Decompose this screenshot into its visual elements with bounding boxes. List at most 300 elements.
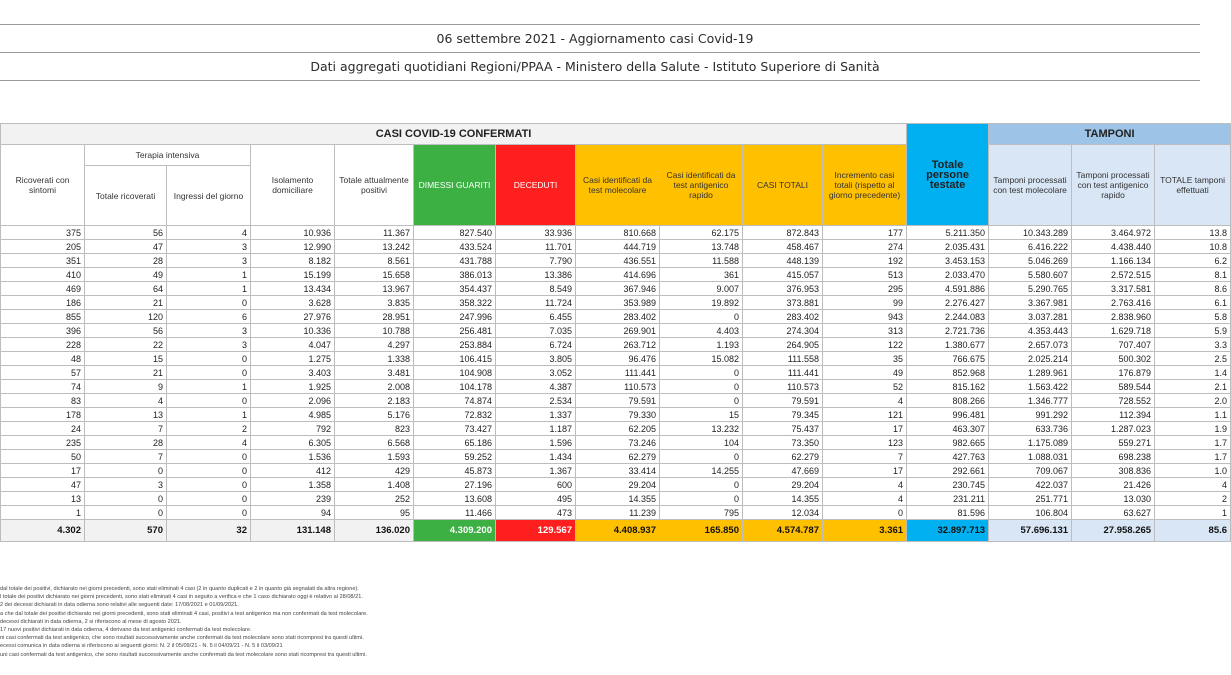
table-cell: 3 — [85, 478, 167, 492]
table-cell: 28 — [85, 436, 167, 450]
table-cell: 96.476 — [576, 352, 660, 366]
table-cell: 13.232 — [660, 422, 743, 436]
table-cell: 94 — [251, 506, 335, 520]
table-cell: 1.187 — [496, 422, 576, 436]
total-cell: 4.302 — [1, 520, 85, 542]
table-cell: 252 — [335, 492, 414, 506]
table-cell: 28.951 — [335, 310, 414, 324]
table-row — [1, 436, 1231, 450]
table-cell: 1.166.134 — [1072, 254, 1155, 268]
table-cell: 0 — [660, 394, 743, 408]
table-cell: 808.266 — [907, 394, 989, 408]
table-cell: 4.387 — [496, 380, 576, 394]
table-cell: 0 — [167, 464, 251, 478]
table-cell: 13.748 — [660, 240, 743, 254]
table-cell: 361 — [660, 268, 743, 282]
table-cell: 104 — [660, 436, 743, 450]
table-cell: 295 — [823, 282, 907, 296]
table-cell: 11.367 — [335, 226, 414, 240]
table-cell: 65.186 — [414, 436, 496, 450]
table-cell: 6.455 — [496, 310, 576, 324]
table-row — [1, 240, 1231, 254]
table-cell: 3.835 — [335, 296, 414, 310]
totals-row — [1, 520, 1231, 542]
table-cell: 982.665 — [907, 436, 989, 450]
table-row — [1, 492, 1231, 506]
table-cell: 15 — [660, 408, 743, 422]
table-cell: 313 — [823, 324, 907, 338]
group-terapia-intensiva: Terapia intensiva — [85, 145, 251, 166]
table-cell: 1.289.961 — [989, 366, 1072, 380]
table-cell: 9.007 — [660, 282, 743, 296]
table-cell: 1.629.718 — [1072, 324, 1155, 338]
table-cell: 230.745 — [907, 478, 989, 492]
footnote-line: 17 nuovi positivi dichiarati in data odierna, 4 derivano da test antigenici confermati da test molecolare. — [0, 627, 252, 634]
covid-table — [0, 123, 1231, 542]
table-cell: 855 — [1, 310, 85, 324]
table-cell: 353.989 — [576, 296, 660, 310]
table-cell: 1.287.023 — [1072, 422, 1155, 436]
table-cell: 469 — [1, 282, 85, 296]
table-cell: 709.067 — [989, 464, 1072, 478]
table-cell: 2.5 — [1155, 352, 1231, 366]
table-cell: 0 — [167, 506, 251, 520]
table-cell: 176.879 — [1072, 366, 1155, 380]
table-cell: 1.275 — [251, 352, 335, 366]
table-cell: 5.8 — [1155, 310, 1231, 324]
col-header-6: DECEDUTI — [496, 145, 576, 226]
table-cell: 4.591.886 — [907, 282, 989, 296]
table-cell: 2.657.073 — [989, 338, 1072, 352]
table-cell: 2.721.736 — [907, 324, 989, 338]
table-cell: 62.279 — [576, 450, 660, 464]
table-cell: 99 — [823, 296, 907, 310]
table-cell: 414.696 — [576, 268, 660, 282]
table-cell: 1.346.777 — [989, 394, 1072, 408]
table-cell: 13.434 — [251, 282, 335, 296]
table-cell: 1.338 — [335, 352, 414, 366]
col-header-10: Incremento casi totali (rispetto al giorno precedente) — [823, 145, 907, 226]
table-cell: 3.037.281 — [989, 310, 1072, 324]
table-cell: 0 — [167, 394, 251, 408]
table-cell: 3.3 — [1155, 338, 1231, 352]
table-cell: 2.534 — [496, 394, 576, 408]
total-cell: 131.148 — [251, 520, 335, 542]
table-cell: 15 — [85, 352, 167, 366]
table-cell: 7.035 — [496, 324, 576, 338]
table-cell: 73.246 — [576, 436, 660, 450]
table-cell: 3.805 — [496, 352, 576, 366]
table-cell: 1.4 — [1155, 366, 1231, 380]
table-cell: 0 — [660, 478, 743, 492]
table-cell: 228 — [1, 338, 85, 352]
table-cell: 11.466 — [414, 506, 496, 520]
table-cell: 4.047 — [251, 338, 335, 352]
table-cell: 79.345 — [743, 408, 823, 422]
table-cell: 415.057 — [743, 268, 823, 282]
col-header-3: Isolamento domiciliare — [251, 145, 335, 226]
table-cell: 1.1 — [1155, 408, 1231, 422]
table-cell: 64 — [85, 282, 167, 296]
table-cell: 10.936 — [251, 226, 335, 240]
table-cell: 27.976 — [251, 310, 335, 324]
table-cell: 120 — [85, 310, 167, 324]
footnotes — [0, 585, 700, 659]
col-header-2: Ingressi del giorno — [167, 166, 251, 226]
table-cell: 59.252 — [414, 450, 496, 464]
table-cell: 4 — [85, 394, 167, 408]
band-casi-confermati: CASI COVID-19 CONFERMATI — [1, 124, 907, 145]
table-cell: 27.196 — [414, 478, 496, 492]
table-cell: 376.953 — [743, 282, 823, 296]
table-cell: 29.204 — [576, 478, 660, 492]
table-cell: 1 — [167, 408, 251, 422]
table-cell: 11.701 — [496, 240, 576, 254]
table-cell: 62.279 — [743, 450, 823, 464]
subtitle-rule — [0, 80, 1200, 81]
table-cell: 4 — [823, 478, 907, 492]
table-cell: 14.255 — [660, 464, 743, 478]
table-cell: 21.426 — [1072, 478, 1155, 492]
table-cell: 5.211.350 — [907, 226, 989, 240]
table-cell: 63.627 — [1072, 506, 1155, 520]
col-header-4: Totale attualmente positivi — [335, 145, 414, 226]
table-cell: 8.561 — [335, 254, 414, 268]
table-cell: 8.182 — [251, 254, 335, 268]
table-cell: 436.551 — [576, 254, 660, 268]
table-cell: 283.402 — [743, 310, 823, 324]
table-cell: 0 — [660, 366, 743, 380]
total-cell: 570 — [85, 520, 167, 542]
table-cell: 386.013 — [414, 268, 496, 282]
table-cell: 996.481 — [907, 408, 989, 422]
table-cell: 19.892 — [660, 296, 743, 310]
table-cell: 412 — [251, 464, 335, 478]
table-cell: 2.008 — [335, 380, 414, 394]
table-row — [1, 254, 1231, 268]
table-cell: 3 — [167, 324, 251, 338]
table-cell: 0 — [167, 366, 251, 380]
table-cell: 7.790 — [496, 254, 576, 268]
col-header-11: Totale persone testate — [907, 124, 989, 226]
table-cell: 247.996 — [414, 310, 496, 324]
table-cell: 231.211 — [907, 492, 989, 506]
table-cell: 1 — [167, 380, 251, 394]
table-cell: 79.591 — [576, 394, 660, 408]
table-cell: 121 — [823, 408, 907, 422]
table-cell: 22 — [85, 338, 167, 352]
table-cell: 1.7 — [1155, 436, 1231, 450]
table-cell: 810.668 — [576, 226, 660, 240]
table-cell: 15.082 — [660, 352, 743, 366]
table-cell: 49 — [823, 366, 907, 380]
table-cell: 2 — [1155, 492, 1231, 506]
table-cell: 4 — [167, 226, 251, 240]
table-cell: 0 — [660, 310, 743, 324]
table-row — [1, 464, 1231, 478]
table-cell: 110.573 — [576, 380, 660, 394]
table-cell: 28 — [85, 254, 167, 268]
footnote-line: uni casi confermati da test antigenico, che sono risultati successivamente anche confermati da test molecolare sono stati ricompresi tra questi ultimi. — [0, 651, 367, 658]
table-cell: 79.330 — [576, 408, 660, 422]
table-cell: 49 — [85, 268, 167, 282]
table-cell: 192 — [823, 254, 907, 268]
table-cell: 239 — [251, 492, 335, 506]
table-cell: 3 — [167, 240, 251, 254]
title-rule — [0, 52, 1200, 53]
table-cell: 2.025.214 — [989, 352, 1072, 366]
table-cell: 11.724 — [496, 296, 576, 310]
table-cell: 1.596 — [496, 436, 576, 450]
table-cell: 21 — [85, 296, 167, 310]
table-cell: 33.936 — [496, 226, 576, 240]
table-cell: 410 — [1, 268, 85, 282]
table-cell: 35 — [823, 352, 907, 366]
table-cell: 6.305 — [251, 436, 335, 450]
table-cell: 13.608 — [414, 492, 496, 506]
table-row — [1, 324, 1231, 338]
table-cell: 73.427 — [414, 422, 496, 436]
table-cell: 186 — [1, 296, 85, 310]
table-cell: 0 — [167, 352, 251, 366]
table-cell: 0 — [85, 464, 167, 478]
table-cell: 0 — [167, 492, 251, 506]
table-cell: 106.415 — [414, 352, 496, 366]
table-cell: 13.8 — [1155, 226, 1231, 240]
table-cell: 4 — [167, 436, 251, 450]
table-cell: 8.1 — [1155, 268, 1231, 282]
table-row — [1, 478, 1231, 492]
footnote-line: ni casi confermati da test antigenico, che sono risultati successivamente anche confermati da test molecolare sono stati ricompresi tra questi ultimi. — [0, 635, 364, 642]
table-cell: 62.175 — [660, 226, 743, 240]
table-cell: 373.881 — [743, 296, 823, 310]
table-body — [1, 226, 1231, 520]
table-cell: 292.661 — [907, 464, 989, 478]
table-cell: 29.204 — [743, 478, 823, 492]
table-cell: 4 — [1155, 478, 1231, 492]
table-cell: 72.832 — [414, 408, 496, 422]
table-cell: 600 — [496, 478, 576, 492]
table-cell: 458.467 — [743, 240, 823, 254]
table-cell: 444.719 — [576, 240, 660, 254]
table-cell: 17 — [823, 464, 907, 478]
table-cell: 5.046.269 — [989, 254, 1072, 268]
table-cell: 3.628 — [251, 296, 335, 310]
table-cell: 2.572.515 — [1072, 268, 1155, 282]
col-header-1: Totale ricoverati — [85, 166, 167, 226]
table-cell: 1.925 — [251, 380, 335, 394]
table-cell: 95 — [335, 506, 414, 520]
col-header-13: Tamponi processati con test antigenico rapido — [1072, 145, 1155, 226]
table-cell: 1 — [1155, 506, 1231, 520]
table-cell: 495 — [496, 492, 576, 506]
table-cell: 815.162 — [907, 380, 989, 394]
table-cell: 106.804 — [989, 506, 1072, 520]
footnote-line: l totale dei positivi dichiarato nei giorni precedenti, sono stati eliminati 4 casi in seguito a verifica e che 1 caso dichiarato oggi è relativo al 28/08/21. — [0, 594, 363, 601]
table-cell: 111.441 — [743, 366, 823, 380]
table-cell: 2.033.470 — [907, 268, 989, 282]
table-cell: 3.464.972 — [1072, 226, 1155, 240]
footnote-line: 2 dei decessi dichiarati in data odierna sono relativi alle seguenti date: 17/08/2021 e 01/09/2021. — [0, 602, 239, 609]
table-cell: 6.1 — [1155, 296, 1231, 310]
table-cell: 3 — [167, 254, 251, 268]
table-cell: 7 — [85, 450, 167, 464]
table-cell: 1.536 — [251, 450, 335, 464]
table-cell: 991.292 — [989, 408, 1072, 422]
table-cell: 73.350 — [743, 436, 823, 450]
page-title: 06 settembre 2021 - Aggiornamento casi Covid-19 — [436, 31, 754, 46]
table-cell: 3.481 — [335, 366, 414, 380]
table-cell: 4 — [823, 394, 907, 408]
table-cell: 15.199 — [251, 268, 335, 282]
table-cell: 13 — [85, 408, 167, 422]
table-cell: 6.724 — [496, 338, 576, 352]
table-cell: 2.035.431 — [907, 240, 989, 254]
total-cell: 165.850 — [660, 520, 743, 542]
table-cell: 24 — [1, 422, 85, 436]
table-cell: 75.437 — [743, 422, 823, 436]
table-cell: 263.712 — [576, 338, 660, 352]
table-cell: 0 — [85, 506, 167, 520]
total-cell: 129.567 — [496, 520, 576, 542]
table-cell: 5.290.765 — [989, 282, 1072, 296]
total-cell: 57.696.131 — [989, 520, 1072, 542]
table-cell: 8.549 — [496, 282, 576, 296]
footnote-line: dal totale dei positivi, dichiarato nei giorni precedenti, sono stati eliminati 4 casi (2 in quanto duplicati e 2 in quanto già segnalati da altra regione). — [0, 586, 359, 592]
table-cell: 123 — [823, 436, 907, 450]
table-cell: 13.386 — [496, 268, 576, 282]
table-cell: 1.593 — [335, 450, 414, 464]
table-cell: 56 — [85, 324, 167, 338]
table-cell: 766.675 — [907, 352, 989, 366]
table-cell: 2.0 — [1155, 394, 1231, 408]
table-cell: 2.838.960 — [1072, 310, 1155, 324]
table-cell: 429 — [335, 464, 414, 478]
table-cell: 47 — [85, 240, 167, 254]
table-cell: 5.580.607 — [989, 268, 1072, 282]
table-row — [1, 268, 1231, 282]
col-header-9: CASI TOTALI — [743, 145, 823, 226]
table-cell: 13.242 — [335, 240, 414, 254]
table-cell: 0 — [167, 478, 251, 492]
top-rule — [0, 24, 1200, 25]
covid-table-container — [0, 123, 1228, 543]
table-cell: 4 — [823, 492, 907, 506]
table-cell: 1 — [167, 282, 251, 296]
table-cell: 448.139 — [743, 254, 823, 268]
table-cell: 0 — [660, 450, 743, 464]
table-cell: 3.317.581 — [1072, 282, 1155, 296]
table-cell: 3.403 — [251, 366, 335, 380]
table-cell: 15.658 — [335, 268, 414, 282]
table-cell: 47 — [1, 478, 85, 492]
table-row — [1, 380, 1231, 394]
table-row — [1, 408, 1231, 422]
table-cell: 111.558 — [743, 352, 823, 366]
table-cell: 6.416.222 — [989, 240, 1072, 254]
footnote-line: a che dal totale dei positivi dichiarato nei giorni precedenti, sono stati eliminati 4 casi, positivi a test antigenico ma non confermati da test molecolare. — [0, 610, 368, 617]
table-cell: 1 — [167, 268, 251, 282]
table-cell: 473 — [496, 506, 576, 520]
total-cell: 4.309.200 — [414, 520, 496, 542]
table-cell: 74.874 — [414, 394, 496, 408]
table-cell: 12.034 — [743, 506, 823, 520]
table-cell: 2.276.427 — [907, 296, 989, 310]
table-row — [1, 310, 1231, 324]
table-row — [1, 226, 1231, 240]
table-cell: 2.244.083 — [907, 310, 989, 324]
table-cell: 2.183 — [335, 394, 414, 408]
table-cell: 256.481 — [414, 324, 496, 338]
table-cell: 269.901 — [576, 324, 660, 338]
table-row — [1, 282, 1231, 296]
table-cell: 12.990 — [251, 240, 335, 254]
table-cell: 2 — [167, 422, 251, 436]
table-row — [1, 296, 1231, 310]
table-cell: 795 — [660, 506, 743, 520]
table-cell: 177 — [823, 226, 907, 240]
table-cell: 1.563.422 — [989, 380, 1072, 394]
table-cell: 13 — [1, 492, 85, 506]
table-cell: 74 — [1, 380, 85, 394]
table-row — [1, 394, 1231, 408]
table-cell: 52 — [823, 380, 907, 394]
table-cell: 17 — [823, 422, 907, 436]
table-cell: 0 — [823, 506, 907, 520]
table-row — [1, 338, 1231, 352]
table-cell: 5.9 — [1155, 324, 1231, 338]
table-cell: 3.052 — [496, 366, 576, 380]
total-cell: 4.574.787 — [743, 520, 823, 542]
table-cell: 707.407 — [1072, 338, 1155, 352]
col-header-8: Casi identificati da test antigenico rapido — [660, 145, 743, 226]
table-cell: 13.967 — [335, 282, 414, 296]
table-cell: 83 — [1, 394, 85, 408]
table-cell: 45.873 — [414, 464, 496, 478]
col-header-14: TOTALE tamponi effettuati — [1155, 145, 1231, 226]
table-cell: 2.763.416 — [1072, 296, 1155, 310]
table-cell: 1.380.677 — [907, 338, 989, 352]
table-cell: 1.358 — [251, 478, 335, 492]
table-cell: 10.8 — [1155, 240, 1231, 254]
table-cell: 6.2 — [1155, 254, 1231, 268]
table-cell: 4.297 — [335, 338, 414, 352]
table-cell: 3.367.981 — [989, 296, 1072, 310]
col-header-7: Casi identificati da test molecolare — [576, 145, 660, 226]
table-cell: 1.337 — [496, 408, 576, 422]
table-cell: 6 — [167, 310, 251, 324]
table-cell: 792 — [251, 422, 335, 436]
table-cell: 9 — [85, 380, 167, 394]
table-cell: 81.596 — [907, 506, 989, 520]
table-row — [1, 450, 1231, 464]
table-row — [1, 366, 1231, 380]
table-cell: 1.367 — [496, 464, 576, 478]
footnote-line: decessi dichiarati in data odierna, 2 si riferiscono al mese di agosto 2021. — [0, 618, 182, 625]
table-cell: 5.176 — [335, 408, 414, 422]
table-cell: 10.336 — [251, 324, 335, 338]
table-cell: 358.322 — [414, 296, 496, 310]
table-cell: 8.6 — [1155, 282, 1231, 296]
table-cell: 253.884 — [414, 338, 496, 352]
table-cell: 2.096 — [251, 394, 335, 408]
table-cell: 79.591 — [743, 394, 823, 408]
table-cell: 1.175.089 — [989, 436, 1072, 450]
table-cell: 3.453.153 — [907, 254, 989, 268]
table-cell: 0 — [167, 450, 251, 464]
table-cell: 0 — [660, 380, 743, 394]
table-cell: 1.0 — [1155, 464, 1231, 478]
